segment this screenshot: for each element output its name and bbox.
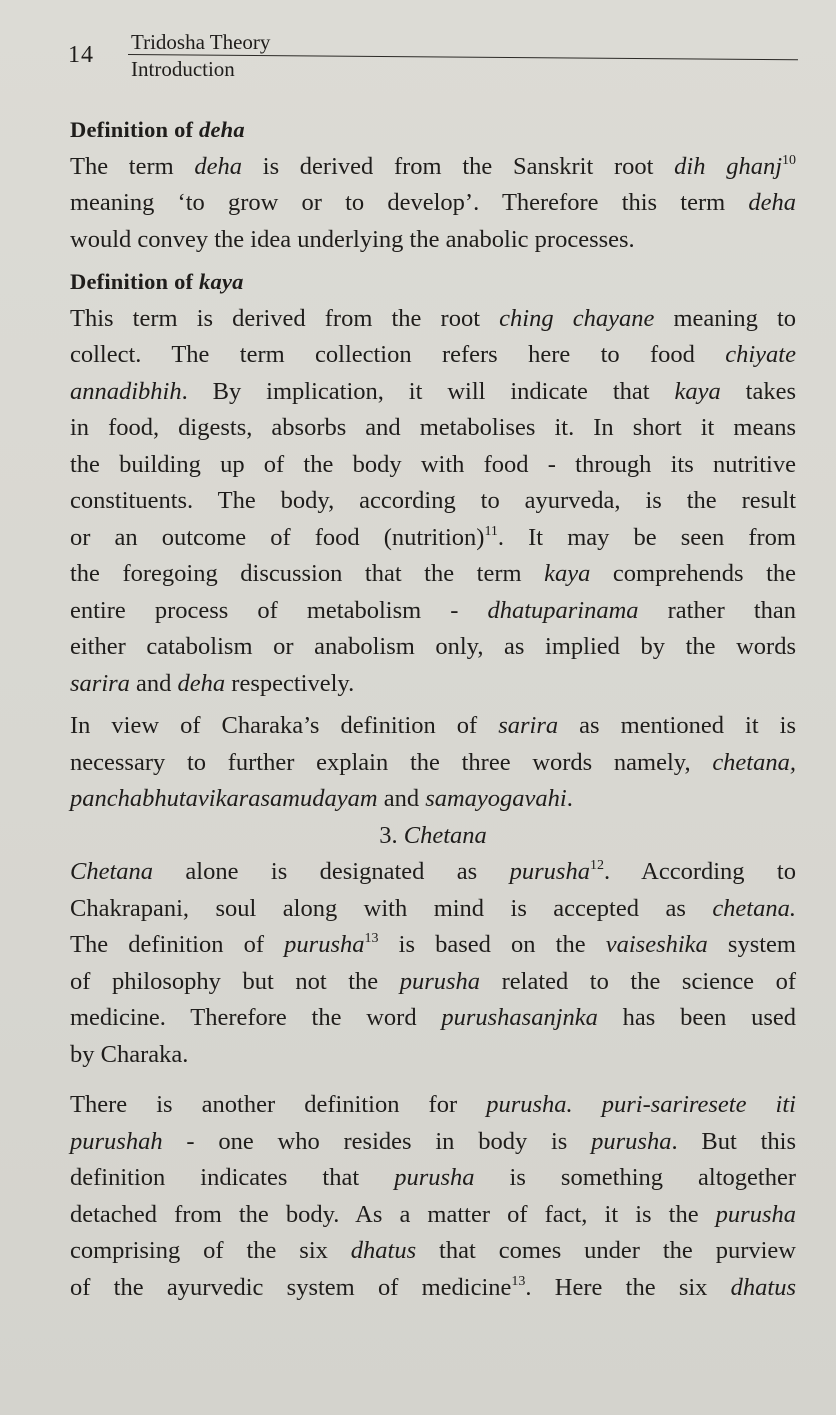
page-number: 14 [68,42,94,68]
text-line: purushah - one who resides in body is purusha. But this [70,1127,796,1155]
paragraph-deha [70,149,796,259]
section-heading-kaya: Definition of kaya [70,269,244,294]
text-line: detached from the body. As a matter of fact, it is the purusha [70,1200,796,1228]
footnote-ref: 12 [589,858,604,873]
text-line: the foregoing discussion that the term kaya comprehends the [70,560,796,587]
text-line: of the ayurvedic system of medicine$^{13}$. Here the six dhatus [70,1273,796,1301]
footnote-ref: 13 [511,1273,526,1289]
text-line: by Charaka. [70,1040,189,1068]
text-line: The term deha is derived from the Sanskrit root dih ghanj$^{10}$ [70,152,796,180]
text-line: Chetana alone is designated as purusha$^{12}$. According to [70,858,796,885]
section-heading-chetana: 3. Chetana [379,821,487,849]
text-line: of philosophy but not the purusha related to the science of [70,967,796,995]
text-line: or an outcome of food (nutrition)$^{11}$. It may be seen from [70,523,796,551]
text-line: meaning ‘to grow or to develop’. Therefore this term deha [70,189,796,216]
text-line: There is another definition for purusha. puri-sariresete iti [70,1091,796,1118]
text-line: Chakrapani, soul along with mind is accepted as chetana. [70,894,796,922]
text-line: either catabolism or anabolism only, as implied by the words [70,633,796,660]
text-line: in food, digests, absorbs and metabolises it. In short it means [70,414,796,441]
text-line: constituents. The body, according to ayurveda, is the result [70,487,796,514]
running-head-subtitle: Introduction [131,57,235,81]
text-line: entire process of metabolism - dhatuparinama rather than [70,596,796,624]
running-head-title: Tridosha Theory [131,30,271,54]
footnote-ref: 11 [484,523,498,539]
footnote-ref: 13 [364,931,379,946]
text-line: In view of Charaka’s definition of sarira as mentioned it is [70,712,796,739]
text-line: necessary to further explain the three words namely, chetana, [70,748,796,776]
text-line: collect. The term collection refers here to food chiyate [70,341,796,368]
text-line: would convey the idea underlying the anabolic processes. [70,225,635,253]
paragraph-another-definition [70,1087,796,1306]
text-line: annadibhih. By implication, it will indicate that kaya takes [70,377,796,405]
text-line: comprising of the six dhatus that comes under the purview [70,1237,796,1264]
paragraph-chetana [70,854,796,1073]
text-line: medicine. Therefore the word purushasanjnka has been used [70,1004,796,1031]
section-heading-deha: Definition of deha [70,117,245,142]
footnote-ref: 10 [782,152,796,168]
text-line: sarira and deha respectively. [70,669,355,697]
paragraph-kaya [70,301,796,703]
body-text [70,112,796,1306]
text-line: The definition of purusha$^{13}$ is based on the vaiseshika system [70,931,796,958]
paragraph-charaka [70,708,796,818]
text-line: the building up of the body with food - through its nutritive [70,450,796,478]
text-line: panchabhutavikarasamudayam and samayogavahi. [70,785,573,812]
text-line: definition indicates that purusha is something altogether [70,1164,796,1191]
text-line: This term is derived from the root ching chayane meaning to [70,304,797,332]
running-head [0,0,836,90]
